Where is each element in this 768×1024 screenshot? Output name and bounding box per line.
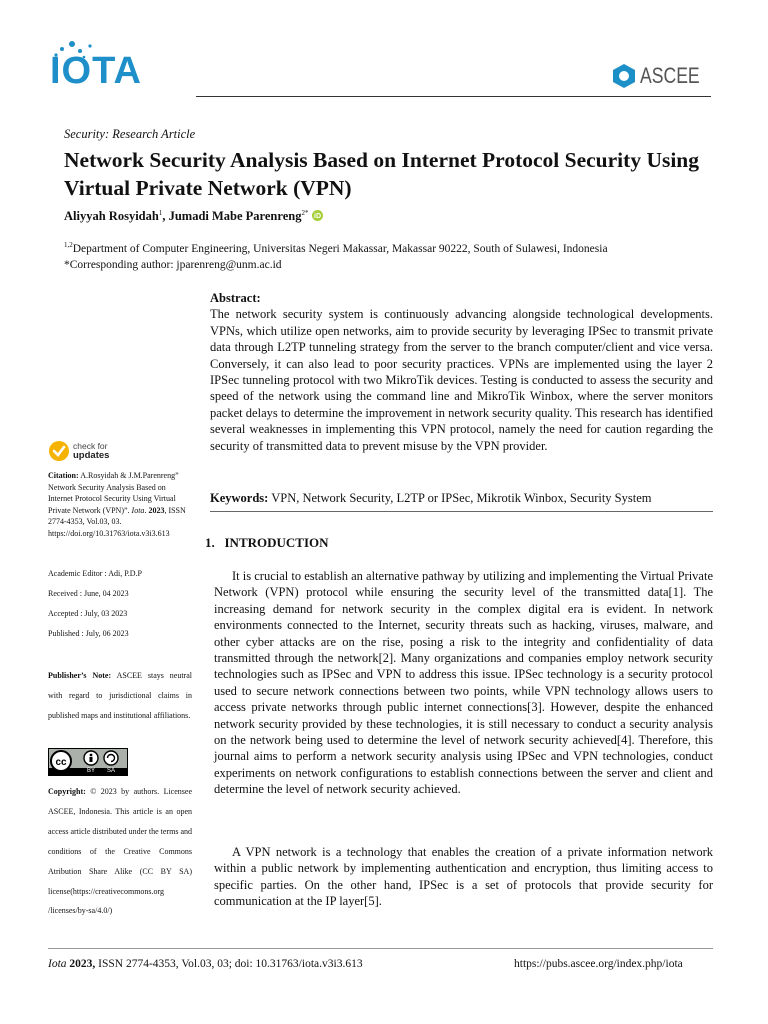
academic-editor: Academic Editor : Adi, P.D.P — [48, 569, 142, 578]
keywords — [210, 491, 651, 506]
check-updates-text — [73, 442, 109, 460]
footer-issn: ISSN 2774-4353, Vol.03, 03; doi: 10.31763/iota.v3i3.613 — [95, 958, 363, 970]
affiliation-line — [64, 237, 608, 257]
published-date: Published : July, 06 2023 — [48, 629, 129, 638]
cc-by-sa-license-badge[interactable] — [48, 748, 128, 776]
ascee-logo-text: ASCEE — [640, 63, 700, 88]
check-for-updates-badge[interactable] — [48, 440, 109, 462]
affiliation-sup: 1,2 — [64, 241, 73, 249]
footer-journal: Iota — [48, 958, 67, 970]
section-heading-introduction: 1. INTRODUCTION — [205, 535, 329, 550]
hexagon-icon — [612, 63, 636, 89]
received-date: Received : June, 04 2023 — [48, 589, 129, 598]
author-2-sup: 2* — [301, 209, 309, 217]
footer-citation — [48, 958, 363, 970]
citation-year: 2023 — [148, 505, 165, 515]
svg-text:cc: cc — [55, 757, 67, 768]
header-divider — [196, 96, 711, 97]
keywords-label: Keywords: — [210, 491, 269, 505]
author-2: Jumadi Mabe Parenreng — [168, 209, 302, 224]
iota-logo — [50, 40, 150, 92]
corresponding-author: *Corresponding author: jparenreng@unm.ac.id — [64, 259, 282, 272]
citation-block: Citation: A.Rosyidah & J.M.Parenreng” Network Security Analysis Based on Internet Protocol Security Using Virtual Private Network (VPN)”. Iota. 2023, ISSN 2774-4353, Vol.03, 03. https://doi.org/10.31763/iota.v3i3.613 — [48, 471, 186, 538]
svg-text:iD: iD — [313, 213, 321, 221]
check-updates-line2: updates — [73, 450, 110, 461]
affiliations — [64, 237, 608, 274]
iota-logo-text: IOTA — [50, 50, 142, 92]
check-updates-line1: check for — [73, 441, 108, 451]
footer-year: 2023, — [69, 958, 96, 970]
affiliation-text: Department of Computer Engineering, Universitas Negeri Makassar, Makassar 90222, South of Sulawesi, Indonesia — [72, 242, 608, 255]
copyright-block — [48, 782, 192, 921]
citation-rest: , ISSN 2774-4353, Vol.03, 03. https://doi.org/10.31763/iota.v3i3.613 — [48, 505, 186, 538]
abstract-heading: Abstract: — [210, 291, 261, 305]
author-1-sup: 1 — [158, 209, 163, 217]
license-by-label: BY — [86, 768, 95, 774]
ascee-logo — [612, 62, 715, 90]
citation-label: Citation: — [48, 471, 79, 480]
author-list: Aliyyah Rosyidah$^1$, Jumadi Mabe Parenreng$^{2*}$ iD — [64, 209, 321, 224]
intro-paragraph-1: It is crucial to establish an alternative pathway by utilizing and implementing the Virtual Private Network (VPN) protocol while ensuring the security level of the transmitted data[1]. The increasing demand for network security in the complex digital era is evident. In network environments connected to the Internet, security threats such as hacking, viruses, malware, and other cyber attacks are on the rise, posing a risk to the integrity and confidentiality of data transmitted through the network[2]. Many organizations and companies employ network security technologies such as IPSec and VPN to address this issue. IPSec technology is a security protocol used to secure network connections between two points, while VPN technology allows users to access private networks through public internet connections[3]. However, despite the enhanced network security provided by these technologies, it is still necessary to conduct a security analysis on the network being used to determine the level of network security achieved[4]. Therefore, this journal aims to perform a network security analysis using IPSec and VPN technologies, conduct experiments on network configurations to establish connections between the server and client and determine the level of network security achieved. — [214, 569, 713, 797]
copyright-label: Copyright: — [48, 787, 86, 796]
footer-url-link[interactable]: https://pubs.ascee.org/index.php/iota — [514, 958, 683, 970]
check-updates-icon — [48, 440, 70, 462]
citation-text: A.Rosyidah & J.M.Parenreng” Network Security Analysis Based on Internet Protocol Security Using Virtual Private Network (VPN)”. — [48, 471, 179, 515]
keywords-divider — [210, 511, 713, 512]
article-category: Security: Research Article — [64, 127, 196, 141]
citation-journal: Iota — [131, 505, 145, 515]
accepted-date: Accepted : July, 03 2023 — [48, 609, 128, 618]
keywords-text: VPN, Network Security, L2TP or IPSec, Mikrotik Winbox, Security System — [268, 491, 652, 505]
article-title: Network Security Analysis Based on Internet Protocol Security Using Virtual Private Network (VPN) — [64, 148, 700, 200]
copyright-text: © 2023 by authors. Licensee ASCEE, Indonesia. This article is an open access article distributed under the terms and conditions of the Creative Commons Atribution Share Alike (CC BY SA) license(https://creativecommons.org /licenses/by-sa/4.0/) — [48, 787, 192, 916]
abstract-text: The network security system is continuously advancing alongside technological developments. VPNs, which utilize open networks, aim to provide security by leveraging IPSec to transmit private data through L2TP tunneling strategy from the server to the branch computer/client and vice versa. Conversely, it can also lead to poor security practices. VPNs are implemented using the layer 2 IPSec tunneling protocol with two MikroTik devices. Testing is conducted to assess the security and speed of the network using the command line and MikroTik Winbox, where the server monitors packet delays to determine the improvement in network security quality. This research has identified several weaknesses in implementing this VPN protocol, namely the need for caution regarding the security of transmitted data to prevent misuse by the VPN provider. — [210, 307, 713, 453]
intro-paragraph-2: A VPN network is a technology that enables the creation of a private information network within a public network by implementing authentication and encryption, thus limiting access to specific parties. On the other hand, IPSec is a set of protocols that provide security for communication at the IP layer[5]. — [214, 845, 713, 909]
license-sa-label: SA — [106, 768, 115, 774]
footer-divider — [48, 948, 713, 949]
author-1: Aliyyah Rosyidah — [64, 209, 159, 224]
publisher-note-label: Publisher’s Note: — [48, 671, 112, 680]
orcid-icon[interactable] — [312, 210, 323, 221]
abstract-block — [210, 290, 713, 454]
publisher-note-text: ASCEE stays neutral with regard to jurisdictional claims in published maps and institutional affiliations. — [48, 671, 192, 720]
publisher-note — [48, 666, 192, 725]
